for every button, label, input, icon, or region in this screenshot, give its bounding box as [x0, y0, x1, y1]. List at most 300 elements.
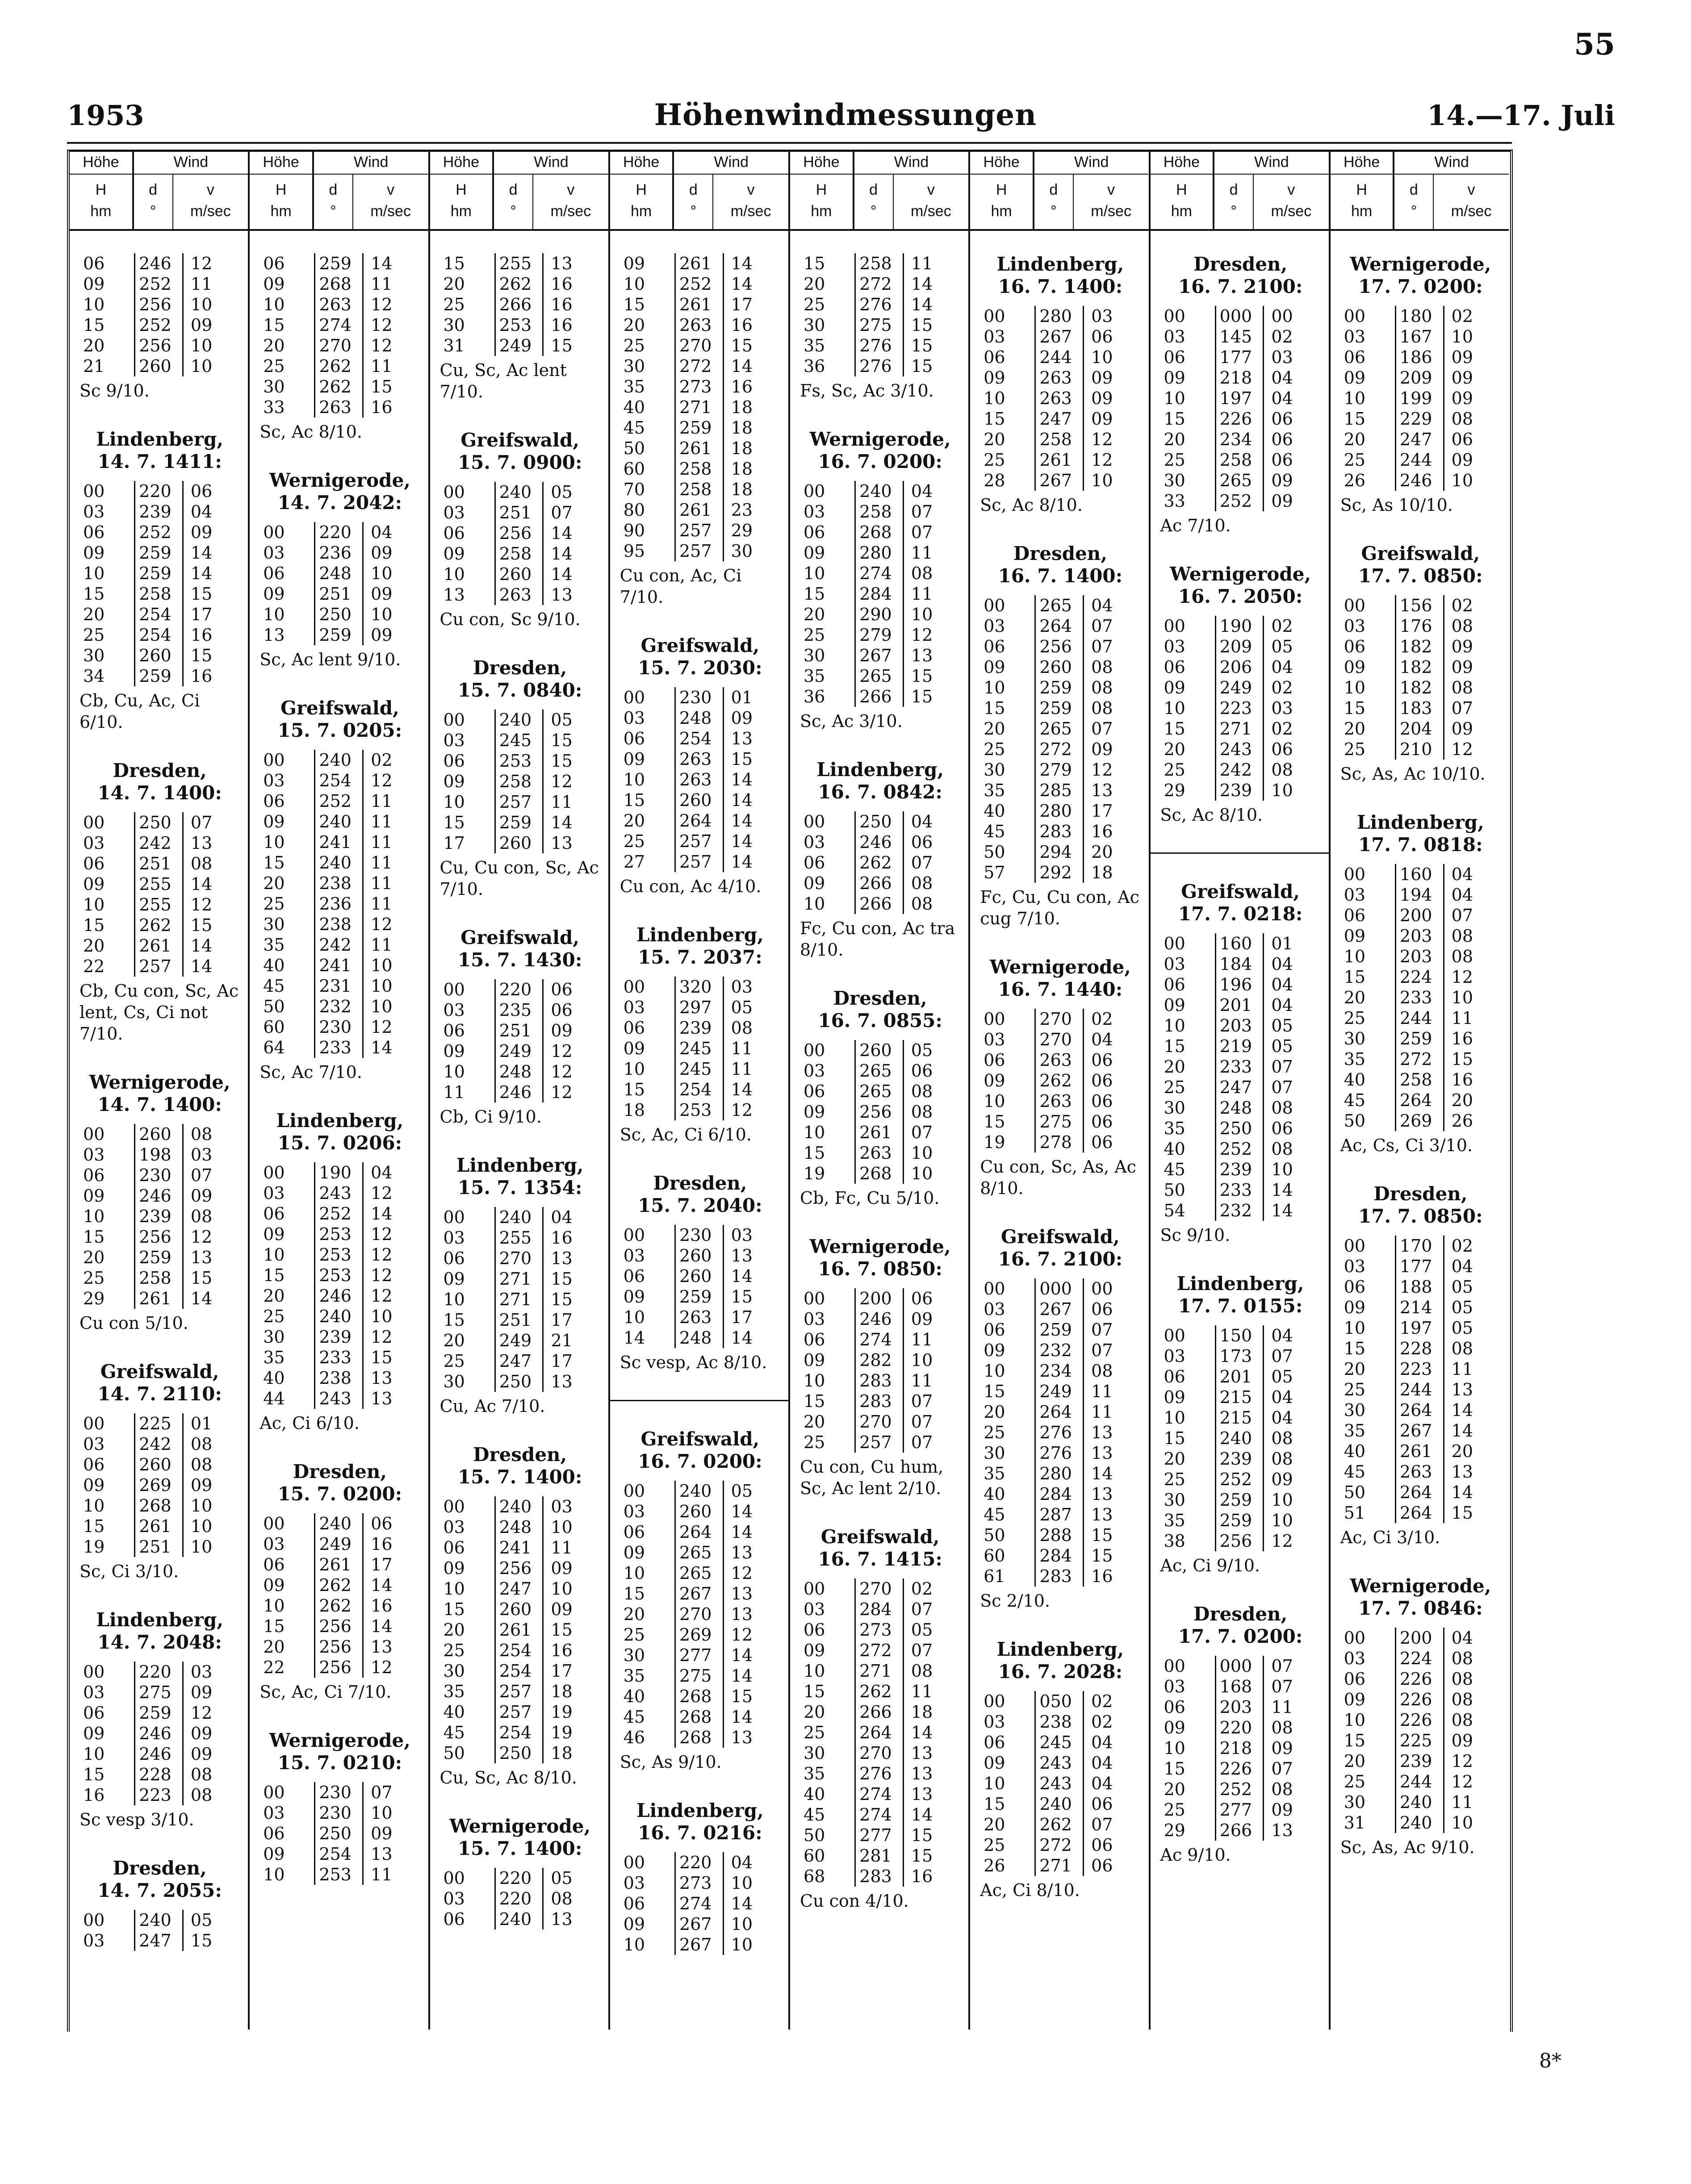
height-cell: 25 — [1164, 1470, 1185, 1489]
station-block — [1160, 563, 1321, 826]
header-hoehe: Höhe — [1151, 150, 1215, 175]
direction-cell: 276 — [854, 1763, 903, 1784]
height-cell: 06 — [804, 1330, 825, 1349]
direction-cell: 235 — [494, 1000, 543, 1020]
station-datetime: 16. 7. 1400: — [998, 276, 1123, 297]
table-row — [980, 657, 1140, 677]
direction-cell: 238 — [1034, 1712, 1083, 1732]
direction-cell: 267 — [674, 1914, 723, 1934]
height-cell: 09 — [623, 254, 645, 273]
header-v-msec — [1254, 175, 1329, 229]
speed-cell: 14 — [1263, 1200, 1320, 1221]
year-label: 1953 — [67, 99, 144, 132]
table-row — [620, 479, 780, 500]
table-column-1 — [70, 150, 250, 2029]
table-row — [1160, 974, 1321, 995]
direction-cell: 230 — [134, 1165, 182, 1186]
table-row — [620, 541, 780, 561]
direction-cell: 263 — [854, 1143, 903, 1163]
direction-cell: 230 — [674, 1225, 723, 1245]
speed-cell: 12 — [362, 335, 420, 356]
speed-cell: 17 — [1083, 801, 1140, 821]
table-row — [80, 956, 240, 977]
height-cell: 06 — [1164, 1367, 1185, 1386]
table-row — [80, 315, 240, 335]
table-row — [1160, 1717, 1321, 1738]
direction-cell: 246 — [134, 1744, 182, 1764]
table-row — [440, 1248, 600, 1269]
height-cell: 00 — [263, 1163, 285, 1182]
direction-cell: 247 — [494, 1578, 543, 1599]
speed-cell: 06 — [1083, 1091, 1140, 1111]
station-datetime: 16. 7. 2100: — [1178, 276, 1303, 297]
direction-cell: 233 — [1215, 1057, 1263, 1077]
direction-cell: 265 — [1215, 470, 1263, 491]
direction-cell: 252 — [314, 791, 362, 811]
direction-cell: 272 — [674, 356, 723, 376]
table-row — [800, 873, 960, 894]
table-row — [80, 1495, 240, 1516]
speed-cell: 15 — [723, 1286, 780, 1307]
table-row — [1160, 1490, 1321, 1510]
speed-cell: 13 — [362, 1637, 420, 1657]
table-row — [620, 1583, 780, 1604]
direction-cell: 270 — [1034, 1009, 1083, 1029]
table-row — [80, 1723, 240, 1744]
speed-cell: 14 — [723, 253, 780, 274]
speed-cell: 12 — [362, 1017, 420, 1037]
speed-cell: 18 — [542, 1681, 600, 1702]
direction-cell: 246 — [854, 1309, 903, 1329]
speed-cell: 18 — [723, 438, 780, 459]
table-row — [1340, 326, 1501, 347]
speed-cell: 12 — [362, 315, 420, 335]
speed-cell: 15 — [903, 335, 960, 356]
table-row — [260, 832, 420, 852]
table-row — [260, 996, 420, 1017]
table-row — [260, 1575, 420, 1595]
table-row — [800, 1825, 960, 1846]
table-row — [800, 1102, 960, 1122]
speed-cell: 06 — [542, 979, 600, 1000]
direction-cell: 259 — [134, 563, 182, 584]
direction-cell: 000 — [1034, 1278, 1083, 1299]
height-cell: 03 — [1344, 1649, 1366, 1668]
table-row — [1160, 347, 1321, 367]
header-h: H — [996, 181, 1007, 198]
table-row — [620, 1563, 780, 1583]
header-v-msec — [1074, 175, 1149, 229]
speed-cell: 06 — [903, 832, 960, 852]
direction-cell: 249 — [314, 1534, 362, 1554]
speed-cell: 05 — [1263, 1015, 1320, 1036]
direction-cell: 250 — [314, 604, 362, 625]
height-cell: 09 — [263, 1224, 285, 1244]
height-cell: 03 — [1164, 1677, 1185, 1696]
speed-cell: 03 — [1263, 698, 1320, 718]
height-cell: 22 — [83, 956, 105, 976]
height-cell: 06 — [623, 1894, 645, 1913]
table-row — [1340, 1730, 1501, 1751]
height-cell: 15 — [984, 409, 1005, 429]
table-row — [1340, 967, 1501, 987]
speed-cell: 13 — [903, 1763, 960, 1784]
station-datetime: 14. 7. 2110: — [97, 1383, 222, 1405]
speed-cell: 08 — [903, 563, 960, 584]
speed-cell: 09 — [1083, 409, 1140, 429]
height-cell: 00 — [263, 750, 285, 770]
height-cell: 15 — [263, 315, 285, 335]
speed-cell: 08 — [182, 1764, 240, 1785]
table-row — [800, 584, 960, 604]
height-cell: 03 — [984, 1030, 1005, 1049]
table-row — [440, 294, 600, 315]
height-cell: 00 — [1164, 306, 1185, 326]
height-cell: 31 — [443, 336, 465, 355]
direction-cell: 240 — [494, 1207, 543, 1228]
table-row — [800, 356, 960, 376]
height-cell: 10 — [804, 894, 825, 914]
height-cell: 64 — [263, 1038, 285, 1057]
station-datetime: 16. 7. 1415: — [818, 1548, 942, 1570]
speed-cell: 11 — [362, 1864, 420, 1885]
direction-cell: 263 — [674, 749, 723, 769]
header-hm: hm — [90, 203, 112, 220]
height-cell: 50 — [1344, 1482, 1366, 1502]
height-cell: 10 — [83, 1496, 105, 1516]
table-row — [980, 1009, 1140, 1029]
height-cell: 35 — [804, 1764, 825, 1783]
direction-cell: 188 — [1395, 1277, 1443, 1297]
speed-cell: 12 — [362, 1244, 420, 1265]
table-row — [1340, 1669, 1501, 1689]
station-name: Lindenberg, — [636, 924, 764, 946]
header-h-hm — [1331, 175, 1395, 229]
height-cell: 15 — [83, 1765, 105, 1784]
header-d: d — [509, 181, 518, 198]
height-cell: 06 — [83, 522, 105, 542]
table-row — [1160, 409, 1321, 429]
table-row — [260, 976, 420, 996]
speed-cell: 08 — [182, 1434, 240, 1454]
cloud-note: Cu, Ac 7/10. — [439, 1396, 545, 1416]
height-cell: 15 — [1344, 967, 1366, 987]
direction-cell: 251 — [494, 1020, 543, 1041]
header-deg: ° — [690, 203, 697, 220]
direction-cell: 283 — [1034, 821, 1083, 842]
direction-cell: 234 — [1034, 1361, 1083, 1381]
direction-cell: 263 — [674, 769, 723, 790]
height-cell: 00 — [1344, 306, 1366, 326]
height-cell: 09 — [1164, 995, 1185, 1015]
table-row — [440, 315, 600, 335]
direction-cell: 284 — [854, 1599, 903, 1620]
speed-cell: 10 — [362, 996, 420, 1017]
direction-cell: 198 — [134, 1144, 182, 1165]
table-row — [1340, 1751, 1501, 1771]
header-hm: hm — [450, 203, 472, 220]
speed-cell: 11 — [182, 274, 240, 294]
height-cell: 00 — [1344, 1628, 1366, 1648]
direction-cell: 258 — [674, 479, 723, 500]
table-row — [440, 1702, 600, 1722]
station-name: Lindenberg, — [996, 1638, 1124, 1660]
height-cell: 30 — [1344, 1792, 1366, 1812]
table-row — [440, 1371, 600, 1392]
speed-cell: 08 — [1443, 616, 1501, 636]
height-cell: 27 — [623, 852, 645, 872]
height-cell: 06 — [984, 347, 1005, 367]
speed-cell: 02 — [1083, 1712, 1140, 1732]
direction-cell: 259 — [1215, 1510, 1263, 1531]
height-cell: 30 — [1344, 1400, 1366, 1420]
direction-cell: 240 — [854, 481, 903, 501]
height-cell: 00 — [984, 596, 1005, 615]
speed-cell: 06 — [1083, 1835, 1140, 1855]
direction-cell: 262 — [854, 1681, 903, 1702]
direction-cell: 250 — [494, 1371, 543, 1392]
height-cell: 45 — [1344, 1462, 1366, 1482]
table-row — [1160, 739, 1321, 760]
table-row — [1160, 306, 1321, 326]
table-row — [260, 1203, 420, 1224]
height-cell: 06 — [804, 1082, 825, 1101]
table-row — [1160, 429, 1321, 450]
height-cell: 03 — [443, 503, 465, 522]
table-row — [800, 1081, 960, 1102]
table-row — [800, 1763, 960, 1784]
direction-cell: 226 — [1395, 1710, 1443, 1730]
height-cell: 50 — [984, 1525, 1005, 1545]
speed-cell: 08 — [1263, 1428, 1320, 1449]
height-cell: 29 — [1164, 1821, 1185, 1840]
height-cell: 03 — [1164, 637, 1185, 656]
table-row — [1160, 1697, 1321, 1717]
station-block — [800, 1526, 960, 1912]
speed-cell: 14 — [903, 1722, 960, 1743]
height-cell: 10 — [1164, 698, 1185, 718]
height-cell: 15 — [623, 295, 645, 314]
height-cell: 40 — [984, 1484, 1005, 1504]
direction-cell: 252 — [1215, 1139, 1263, 1159]
speed-cell: 06 — [1263, 1118, 1320, 1139]
direction-cell: 288 — [1034, 1525, 1083, 1545]
speed-cell: 02 — [1083, 1009, 1140, 1029]
direction-cell: 281 — [854, 1846, 903, 1866]
direction-cell: 283 — [854, 1866, 903, 1887]
speed-cell: 09 — [362, 584, 420, 604]
direction-cell: 262 — [1034, 1070, 1083, 1091]
table-row — [620, 1666, 780, 1686]
speed-cell: 04 — [542, 1207, 600, 1228]
station-datetime: 15. 7. 2040: — [638, 1194, 762, 1216]
height-cell: 40 — [804, 1784, 825, 1804]
direction-cell: 259 — [314, 625, 362, 645]
table-column-3 — [430, 150, 610, 2029]
table-row — [1340, 905, 1501, 926]
height-cell: 00 — [1344, 1236, 1366, 1256]
table-row — [260, 955, 420, 976]
speed-cell: 14 — [1443, 1420, 1501, 1441]
height-cell: 10 — [263, 1245, 285, 1265]
speed-cell: 12 — [723, 1100, 780, 1120]
direction-cell: 226 — [1395, 1689, 1443, 1710]
height-cell: 70 — [623, 480, 645, 499]
direction-cell: 253 — [314, 1244, 362, 1265]
direction-cell: 252 — [674, 274, 723, 294]
height-cell: 20 — [1344, 430, 1366, 449]
station-datetime: 15. 7. 2037: — [638, 946, 762, 968]
direction-cell: 231 — [314, 976, 362, 996]
height-cell: 20 — [623, 1604, 645, 1624]
cloud-note: Sc, Ac lent 9/10. — [260, 650, 401, 669]
table-row — [260, 1657, 420, 1678]
height-cell: 10 — [83, 895, 105, 915]
speed-cell: 10 — [903, 1143, 960, 1163]
speed-cell: 08 — [1443, 409, 1501, 429]
height-cell: 09 — [1344, 657, 1366, 677]
table-row — [1340, 1503, 1501, 1523]
height-cell: 00 — [443, 1868, 465, 1888]
direction-cell: 247 — [1395, 429, 1443, 450]
direction-cell: 243 — [1215, 739, 1263, 760]
table-row — [620, 500, 780, 520]
direction-cell: 268 — [854, 522, 903, 543]
height-cell: 03 — [443, 731, 465, 750]
cloud-note: Cu con, Ac, Ci 7/10. — [619, 566, 742, 607]
cloud-note: Sc, Ac 8/10. — [260, 422, 362, 442]
direction-cell: 145 — [1215, 326, 1263, 347]
direction-cell: 253 — [314, 1265, 362, 1286]
speed-cell: 06 — [903, 1288, 960, 1309]
height-cell: 30 — [804, 1743, 825, 1763]
direction-cell: 210 — [1395, 739, 1443, 760]
block-separator — [1151, 852, 1329, 854]
table-row — [80, 356, 240, 376]
speed-cell: 07 — [1083, 718, 1140, 739]
table-row — [80, 1144, 240, 1165]
height-cell: 50 — [804, 1825, 825, 1845]
direction-cell: 254 — [494, 1722, 543, 1743]
table-row — [620, 1522, 780, 1542]
speed-cell: 07 — [1083, 1340, 1140, 1361]
direction-cell: 220 — [674, 1852, 723, 1873]
table-row — [800, 832, 960, 852]
direction-cell: 259 — [314, 253, 362, 274]
speed-cell: 06 — [1263, 739, 1320, 760]
height-cell: 15 — [984, 1382, 1005, 1401]
height-cell: 00 — [83, 481, 105, 501]
height-cell: 18 — [623, 1100, 645, 1120]
direction-cell: 203 — [1395, 946, 1443, 967]
table-row — [440, 1330, 600, 1351]
direction-cell: 250 — [314, 1823, 362, 1844]
speed-cell: 08 — [1443, 677, 1501, 698]
direction-cell: 252 — [1215, 1469, 1263, 1490]
direction-cell: 248 — [1215, 1098, 1263, 1118]
speed-cell: 13 — [723, 1583, 780, 1604]
header-v: v — [567, 181, 575, 198]
direction-cell: 233 — [1215, 1180, 1263, 1200]
height-cell: 25 — [443, 1351, 465, 1371]
height-cell: 06 — [443, 523, 465, 543]
height-cell: 10 — [263, 1865, 285, 1884]
height-cell: 35 — [984, 1464, 1005, 1483]
height-cell: 10 — [623, 1563, 645, 1583]
speed-cell: 11 — [1263, 1697, 1320, 1717]
table-row — [260, 811, 420, 832]
direction-cell: 256 — [494, 523, 543, 543]
header-h-hm — [790, 175, 854, 229]
height-cell: 10 — [443, 564, 465, 584]
table-row — [980, 1773, 1140, 1794]
direction-cell: 240 — [494, 482, 543, 502]
table-row — [260, 522, 420, 543]
table-row — [440, 1620, 600, 1640]
table-row — [980, 780, 1140, 801]
station-name: Wernigerode, — [269, 1729, 410, 1751]
direction-cell: 263 — [314, 397, 362, 418]
table-row — [980, 1050, 1140, 1070]
height-cell: 40 — [1344, 1070, 1366, 1090]
height-cell: 54 — [1164, 1201, 1185, 1220]
cloud-note: Fs, Sc, Ac 3/10. — [800, 381, 934, 401]
table-row — [80, 1930, 240, 1951]
height-cell: 15 — [1344, 1339, 1366, 1358]
height-cell: 25 — [804, 625, 825, 645]
table-row — [620, 1245, 780, 1266]
height-cell: 34 — [83, 666, 105, 686]
height-cell: 06 — [83, 1455, 105, 1474]
direction-cell: 255 — [134, 874, 182, 894]
height-cell: 03 — [1344, 327, 1366, 347]
direction-cell: 251 — [314, 584, 362, 604]
station-block — [440, 429, 600, 630]
speed-cell: 10 — [542, 1517, 600, 1537]
table-row — [260, 356, 420, 376]
height-cell: 25 — [804, 295, 825, 314]
header-h: H — [275, 181, 287, 198]
speed-cell: 12 — [362, 770, 420, 791]
height-cell: 20 — [984, 1815, 1005, 1834]
table-row — [1160, 1346, 1321, 1366]
direction-cell: 257 — [854, 1432, 903, 1453]
speed-cell: 14 — [723, 1501, 780, 1522]
speed-cell: 04 — [1263, 1387, 1320, 1407]
direction-cell: 271 — [674, 397, 723, 418]
direction-cell: 264 — [1034, 1402, 1083, 1422]
speed-cell: 10 — [903, 1163, 960, 1184]
title-rule — [67, 142, 1512, 144]
speed-cell: 13 — [723, 1727, 780, 1748]
height-cell: 09 — [1164, 368, 1185, 388]
table-row — [80, 584, 240, 604]
direction-cell: 266 — [494, 294, 543, 315]
speed-cell: 09 — [362, 543, 420, 563]
table-row — [620, 1645, 780, 1666]
table-row — [1340, 1462, 1501, 1482]
header-h-hm — [970, 175, 1034, 229]
table-row — [260, 1224, 420, 1244]
table-row — [620, 1873, 780, 1893]
height-cell: 15 — [83, 315, 105, 335]
speed-cell: 02 — [1263, 616, 1320, 636]
speed-cell: 05 — [542, 1868, 600, 1888]
speed-cell: 14 — [723, 1666, 780, 1686]
height-cell: 10 — [263, 295, 285, 314]
direction-cell: 273 — [674, 376, 723, 397]
table-row — [980, 1525, 1140, 1545]
